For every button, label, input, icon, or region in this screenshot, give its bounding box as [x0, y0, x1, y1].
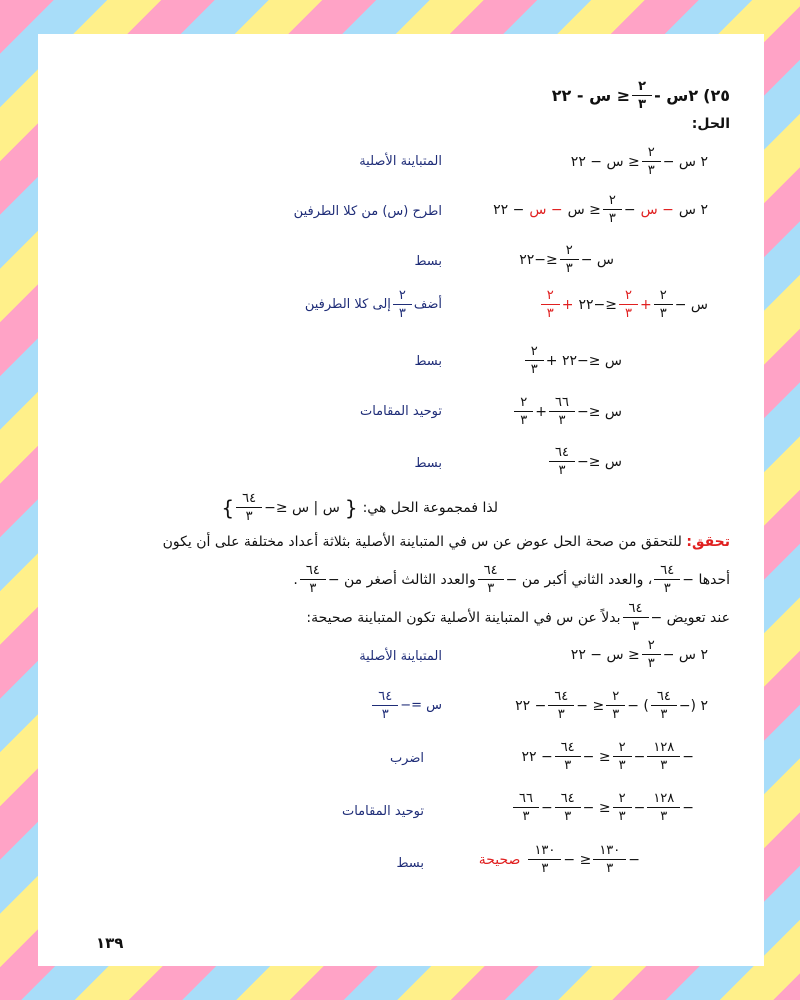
step-2-expression: ٢ س − س − $\frac{٢}{٣}$ ≤ س − س − ٢٢ [493, 193, 708, 226]
verify-4-expression: − $\frac{١٢٨}{٣}$ − $\frac{٢}{٣}$ ≤ − $\frac{٦٤}{٣}$ − $\frac{٦٦}{٣}$ [516, 792, 694, 823]
step-7-label: بسط [414, 456, 442, 471]
step-4-expression: س − $\frac{٢}{٣}$ + $\frac{٢}{٣}$ ≤−٢٢ + $\frac{٢}{٣}$ [544, 289, 708, 320]
fraction: $\frac{٦٦}{٣}$ [552, 396, 572, 427]
fraction: $\frac{٢}{٣}$ [616, 741, 629, 772]
fraction: $\frac{٦٤}{٣}$ [654, 690, 674, 721]
fraction: $\frac{١٣٠}{٣}$ [531, 844, 558, 875]
fraction: $\frac{٦٤}{٣}$ [303, 564, 323, 595]
fraction: $\frac{٦٤}{٣}$ [552, 446, 572, 477]
step-4-label: أضف $\frac{٢}{٣}$ إلى كلا الطرفين [304, 288, 442, 321]
check-line-2: أحدها − $\frac{٦٤}{٣}$ ، والعدد الثاني أكبر من − $\frac{٦٤}{٣}$ والعدد الثالث أصغر من − $\frac{٦٤}{٣}$ . [293, 563, 730, 596]
step-6-expression: س ≤− $\frac{٦٦}{٣}$ + $\frac{٢}{٣}$ [517, 396, 622, 427]
verify-5-label: بسط [396, 856, 424, 871]
verify-2-expression: ٢ (− $\frac{٦٤}{٣}$ ) − $\frac{٢}{٣}$ ≤ − $\frac{٦٤}{٣}$ − ٢٢ [515, 689, 708, 722]
verify-5-expression: − $\frac{١٣٠}{٣}$ ≤ − $\frac{١٣٠}{٣}$ صحيحة [478, 843, 640, 876]
step-1-label: المتباينة الأصلية [359, 154, 442, 169]
verify-result: صحيحة [478, 851, 521, 868]
fraction: $\frac{٢}{٣}$ [528, 345, 541, 376]
verify-3-expression: − $\frac{١٢٨}{٣}$ − $\frac{٢}{٣}$ ≤ − $\frac{٦٤}{٣}$ − ٢٢ [521, 740, 694, 773]
fraction: $\frac{٦٦}{٣}$ [516, 792, 536, 823]
step-2-label: اطرح (س) من كلا الطرفين [293, 204, 442, 219]
step-1-expression: ٢ س − $\frac{٢}{٣}$ ≤ س − ٢٢ [570, 145, 708, 178]
problem-title: ٢٥) ٢س - $\frac{٢}{٣}$ ≤ س - ٢٢ [551, 79, 730, 112]
page [38, 34, 764, 966]
fraction: $\frac{٢}{٣}$ [517, 396, 530, 427]
fraction-red: $\frac{٢}{٣}$ [622, 289, 635, 320]
fraction: $\frac{٦٤}{٣}$ [551, 690, 571, 721]
fraction: $\frac{٢}{٣}$ [657, 289, 670, 320]
check-line-1: تحقق: للتحقق من صحة الحل عوض عن س في المتباينة الأصلية بثلاثة أعداد مختلفة على أن يكون [162, 534, 730, 550]
step-3-expression: س − $\frac{٢}{٣}$ ≤−٢٢ [519, 243, 614, 276]
verify-3-label: اضرب [389, 751, 424, 766]
fraction: $\frac{٢}{٣}$ [616, 792, 629, 823]
fraction: $\frac{٢}{٣}$ [635, 80, 649, 111]
step-3-label: بسط [414, 254, 442, 269]
fraction: $\frac{١٢٨}{٣}$ [650, 741, 677, 772]
step-5-label: بسط [414, 354, 442, 369]
verify-4-label: توحيد المقامات [341, 804, 424, 819]
fraction: $\frac{١٢٨}{٣}$ [650, 792, 677, 823]
fraction: $\frac{٦٤}{٣}$ [558, 792, 578, 823]
fraction: $\frac{٦٤}{٣}$ [626, 602, 646, 633]
problem-number: ٢٥) [703, 86, 730, 105]
fraction: $\frac{٦٤}{٣}$ [375, 690, 395, 721]
solution-label: الحل: [691, 116, 730, 132]
check-label: تحقق: [686, 534, 730, 550]
check-line-3: عند تعويض − $\frac{٦٤}{٣}$ بدلاً عن س في المتباينة الأصلية تكون المتباينة صحيحة: [306, 601, 730, 634]
step-6-label: توحيد المقامات [359, 404, 442, 419]
fraction-red: $\frac{٢}{٣}$ [544, 289, 557, 320]
step-5-expression: س ≤−٢٢ + $\frac{٢}{٣}$ [528, 345, 622, 376]
fraction: $\frac{٦٤}{٣}$ [239, 492, 259, 523]
step-7-expression: س ≤− $\frac{٦٤}{٣}$ [552, 446, 622, 477]
fraction: $\frac{٢}{٣}$ [606, 194, 619, 225]
fraction: $\frac{١٣٠}{٣}$ [596, 844, 623, 875]
fraction: $\frac{٦٤}{٣}$ [481, 564, 501, 595]
fraction: $\frac{٦٤}{٣}$ [657, 564, 677, 595]
fraction: $\frac{٢}{٣}$ [645, 146, 658, 177]
fraction: $\frac{٢}{٣}$ [563, 244, 576, 275]
fraction: $\frac{٢}{٣}$ [609, 690, 622, 721]
fraction: $\frac{٢}{٣}$ [645, 639, 658, 670]
verify-1-label: المتباينة الأصلية [359, 649, 442, 664]
verify-1-expression: ٢ س − $\frac{٢}{٣}$ ≤ س − ٢٢ [570, 638, 708, 671]
solution-set: لذا فمجموعة الحل هي: { س | س ≤− $\frac{٦٤}{٣}$ } [221, 491, 498, 524]
page-number: ١٣٩ [96, 934, 124, 952]
verify-2-label: س =− $\frac{٦٤}{٣}$ [375, 690, 442, 721]
fraction: $\frac{٢}{٣}$ [396, 289, 409, 320]
fraction: $\frac{٦٤}{٣}$ [558, 741, 578, 772]
